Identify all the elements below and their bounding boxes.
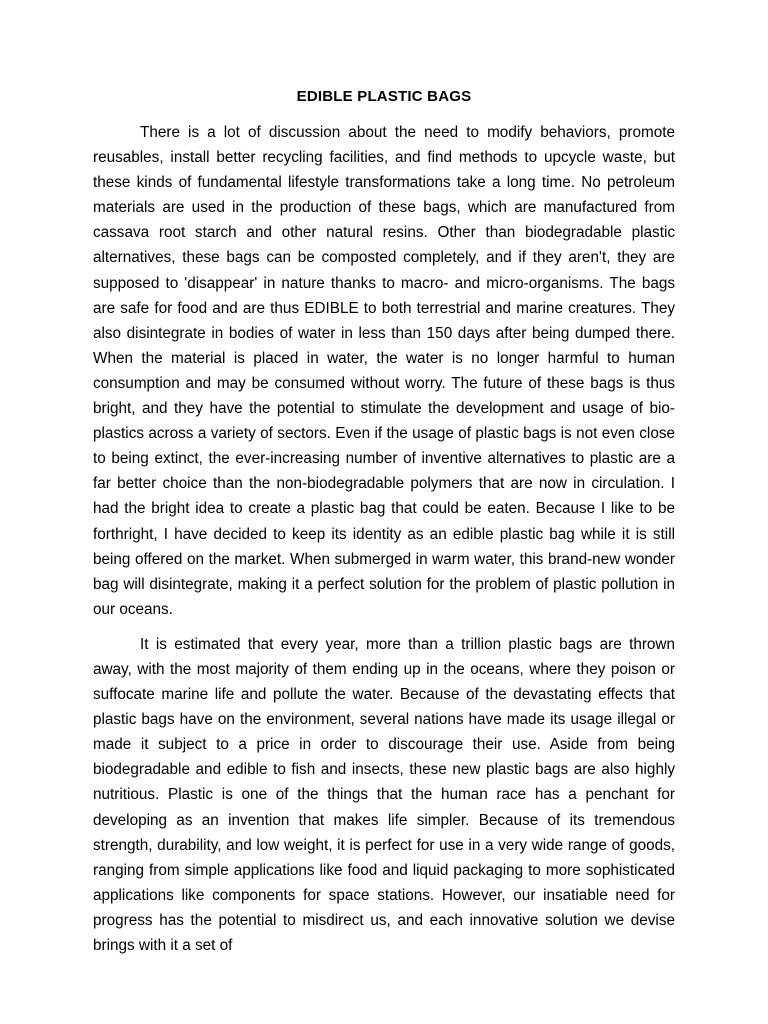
document-body	[93, 120, 675, 968]
paragraph-1: There is a lot of discussion about the need to modify behaviors, promote reusables, install better recycling facilities, and find methods to upcycle waste, but these kinds of fundamental lifestyle transformations take a long time. No petroleum materials are used in the production of these bags, which are manufactured from cassava root starch and other natural resins. Other than biodegradable plastic alternatives, these bags can be composted completely, and if they aren't, they are supposed to 'disappear' in nature thanks to macro- and micro-organisms. The bags are safe for food and are thus EDIBLE to both terrestrial and marine creatures. They also disintegrate in bodies of water in less than 150 days after being dumped there. When the material is placed in water, the water is no longer harmful to human consumption and may be consumed without worry. The future of these bags is thus bright, and they have the potential to stimulate the development and usage of bio-plastics across a variety of sectors. Even if the usage of plastic bags is not even close to being extinct, the ever-increasing number of inventive alternatives to plastic are a far better choice than the non-biodegradable polymers that are now in circulation. I had the bright idea to create a plastic bag that could be eaten. Because I like to be forthright, I have decided to keep its identity as an edible plastic bag while it is still being offered on the market. When submerged in warm water, this brand-new wonder bag will disintegrate, making it a perfect solution for the problem of plastic pollution in our oceans.	[93, 124, 675, 618]
document-title: EDIBLE PLASTIC BAGS	[296, 88, 472, 105]
paragraph-2: It is estimated that every year, more than a trillion plastic bags are thrown away, with the most majority of them ending up in the oceans, where they poison or suffocate marine life and pollute the water. Because of the devastating effects that plastic bags have on the environment, several nations have made its usage illegal or made it subject to a price in order to discourage their use. Aside from being biodegradable and edible to fish and insects, these new plastic bags are also highly nutritious. Plastic is one of the things that the human race has a penchant for developing as an invention that makes life simpler. Because of its tremendous strength, durability, and low weight, it is perfect for use in a very wide range of goods, ranging from simple applications like food and liquid packaging to more sophisticated applications like components for space stations. However, our insatiable need for progress has the potential to misdirect us, and each innovative solution we devise brings with it a set of	[93, 635, 675, 954]
